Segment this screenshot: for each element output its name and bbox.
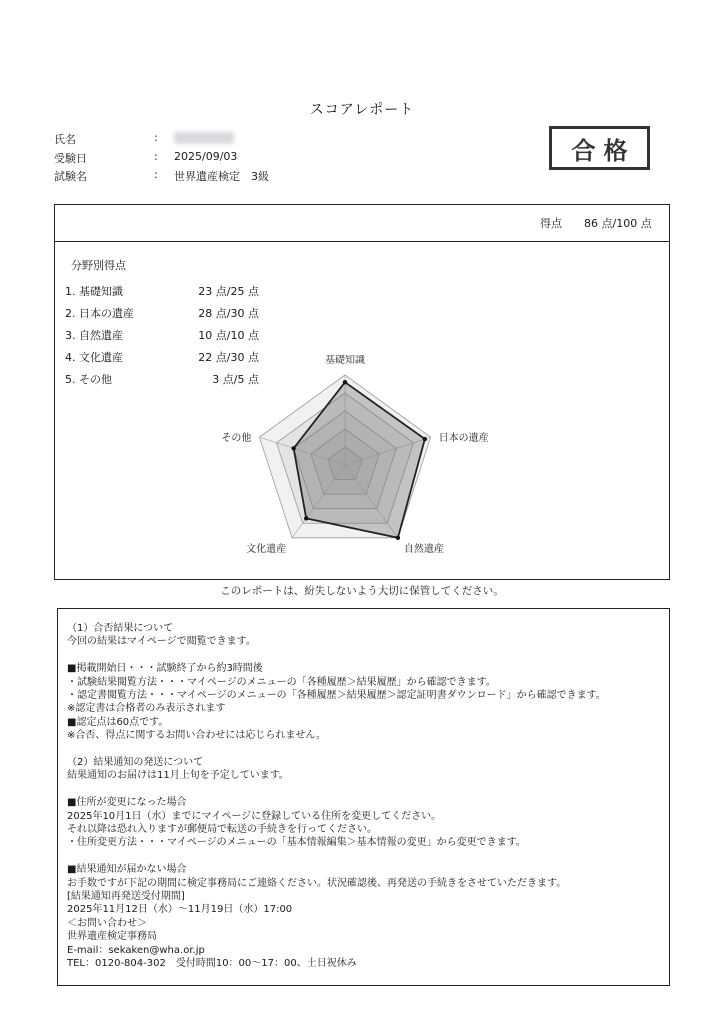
exam-date-value: 2025/09/03 (174, 150, 238, 163)
exam-name-row (0, 168, 400, 184)
field-name: 2. 日本の遺産 (65, 307, 134, 320)
exam-name-label: 試験名 (54, 170, 87, 183)
notices-box (57, 608, 670, 986)
pass-stamp-text: 合格 (571, 136, 636, 165)
field-name: 5. その他 (65, 373, 112, 386)
notice-line: 2025年11月12日（水）～11月19日（水）17:00 (67, 904, 293, 916)
notice-line: （2）結果通知の発送について (67, 757, 204, 768)
field-score: 28 点/30 点 (198, 307, 259, 320)
notice-line: ■住所が変更になった場合 (67, 797, 187, 809)
radar-category-label: その他 (221, 433, 252, 445)
score-box (54, 204, 670, 580)
notice-line: E-mail：sekaken@wha.or.jp (67, 944, 205, 956)
notice-line: ・住所変更方法・・・マイページのメニューの「基本情報編集＞基本情報の変更」から変更できます。 (67, 837, 526, 849)
radar-point (304, 516, 308, 520)
notice-line: ＜お問い合わせ＞ (67, 917, 147, 929)
radar-category-label: 文化遺産 (246, 543, 287, 555)
notice-line: ※認定書は合格者のみ表示されます (67, 703, 226, 715)
field-name: 4. 文化遺産 (65, 351, 123, 364)
field-score-row (65, 327, 265, 343)
pass-stamp (549, 126, 650, 170)
radar-point (343, 380, 347, 384)
field-score: 22 点/30 点 (198, 351, 259, 364)
notice-line: [結果通知再発送受付期間] (67, 891, 185, 902)
field-name: 3. 自然遺産 (65, 329, 123, 342)
total-score-label: 得点 (540, 217, 562, 230)
name-label: 氏名 (54, 133, 76, 146)
notice-line: 結果通知のお届けは11月上旬を予定しています。 (67, 770, 289, 782)
redaction-blur (174, 132, 234, 144)
exam-date-row (0, 150, 400, 166)
notice-line: 世界遺産検定事務局 (67, 931, 157, 943)
radar-point (396, 536, 400, 540)
notice-line: 今回の結果はマイページで閲覧できます。 (67, 636, 256, 648)
notice-line: ■認定点は60点です。 (67, 716, 169, 728)
radar-category-label: 自然遺産 (403, 543, 444, 555)
radar-chart (195, 355, 495, 565)
notice-line: ※合否、得点に関するお問い合わせには応じられません。 (67, 730, 326, 742)
notice-line: ■掲載開始日・・・試験終了から約3時間後 (67, 663, 263, 675)
colon: : (154, 131, 158, 144)
notice-line: ・試験結果閲覧方法・・・マイページのメニューの「各種履歴＞結果履歴」から確認できます。 (67, 676, 496, 688)
field-score-row (65, 305, 265, 321)
field-score: 10 点/10 点 (198, 329, 259, 342)
page-title: スコアレポート (309, 102, 415, 118)
notice-line: ■結果通知が届かない場合 (67, 864, 187, 876)
radar-category-label: 日本の遺産 (438, 433, 489, 445)
exam-name-value: 世界遺産検定 3級 (174, 170, 269, 183)
field-score-row (65, 283, 265, 299)
keep-safe-note: このレポートは、紛失しないよう大切に保管してください。 (220, 585, 504, 597)
radar-point (291, 446, 295, 450)
total-score-row (55, 205, 669, 242)
field-score: 3 点/5 点 (212, 373, 259, 386)
radar-category-label: 基礎知識 (325, 355, 365, 366)
notice-line: ・認定書閲覧方法・・・マイページのメニューの「各種履歴＞結果履歴＞認定証明書ダウンロード」から確認できます。 (67, 690, 606, 701)
field-name: 1. 基礎知識 (65, 285, 123, 298)
exam-date-label: 受験日 (54, 152, 87, 165)
colon: : (154, 168, 158, 181)
name-row (0, 131, 400, 147)
radar-point (423, 437, 427, 441)
notice-line: （1）合否結果について (67, 623, 174, 634)
notice-line: それ以降は恐れ入りますが郵便局で転送の手続きを行ってください。 (67, 824, 377, 835)
notice-line: 2025年10月1日（水）までにマイページに登録している住所を変更してください。 (67, 810, 442, 822)
notice-line: お手数ですが下記の期間に検定事務局にご連絡ください。状況確認後、再発送の手続きをさせていただきます。 (67, 877, 567, 889)
field-score: 23 点/25 点 (198, 285, 259, 298)
notice-line: TEL：0120-804-302 受付時間10：00～17：00、土日祝休み (67, 958, 357, 969)
redacted-name (174, 131, 234, 144)
field-scores-title: 分野別得点 (71, 259, 126, 272)
colon: : (154, 150, 158, 163)
total-score-value: 86 点/100 点 (584, 217, 652, 230)
